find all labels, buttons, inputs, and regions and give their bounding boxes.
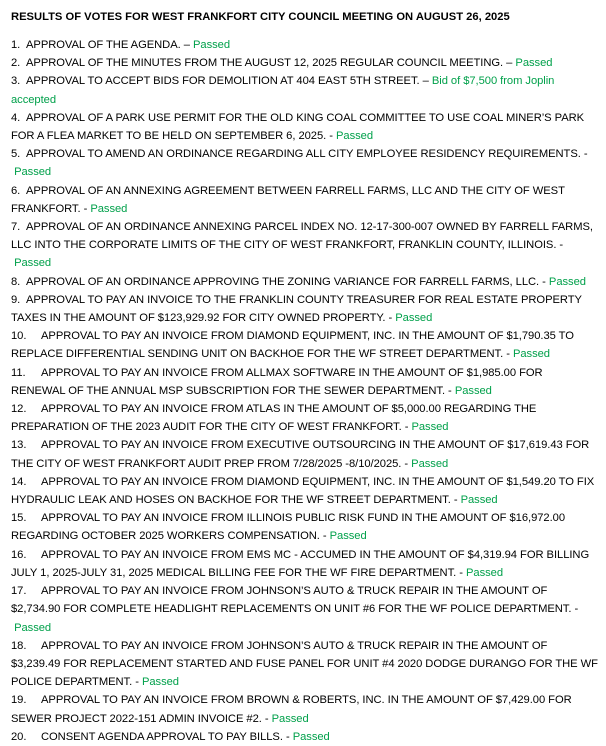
item-text: APPROVAL TO PAY AN INVOICE FROM ILLINOIS PUBLIC RISK FUND IN THE AMOUNT OF $16,972.00 REGARDING OCTOBER 2025 WORKERS COMPENSATION. - [11,512,565,543]
item-result: Passed [515,57,553,70]
list-item [11,327,598,363]
item-text: APPROVAL TO PAY AN INVOICE FROM EMS MC - ACCUMED IN THE AMOUNT OF $4,319.94 FOR BILLING JULY 1, 2025-JULY 31, 2025 MEDICAL BILLING FEE FOR THE WF FIRE DEPARTMENT. - [11,548,590,579]
item-result: Passed [395,312,433,325]
item-result: Passed [548,275,586,288]
item-number: 8. [11,275,21,288]
item-number: 3. [11,75,21,88]
list-item [11,54,598,72]
item-text: APPROVAL TO PAY AN INVOICE FROM DIAMOND EQUIPMENT, INC. IN THE AMOUNT OF $1,549.20 TO FIX HYDRAULIC LEAK AND HOSES ON BACKHOE FOR THE WF STREET DEPARTMENT. - [11,475,595,507]
document-title: RESULTS OF VOTES FOR WEST FRANKFORT CITY COUNCIL MEETING ON AUGUST 26, 2025 [11,11,510,23]
item-number: 15. [11,512,27,525]
item-result: Passed [192,39,230,51]
list-item [11,637,598,692]
item-text: APPROVAL OF THE MINUTES FROM THE AUGUST 12, 2025 REGULAR COUNCIL MEETING. – [26,57,513,70]
item-number: 19. [11,694,27,707]
list-item [11,691,598,727]
item-text: APPROVAL TO AMEND AN ORDINANCE REGARDING ALL CITY EMPLOYEE RESIDENCY REQUIREMENTS. - [26,148,588,161]
list-item [11,546,598,582]
item-result: Bid of $7,500 from Joplin accepted [11,75,555,106]
item-result: Passed [411,421,449,434]
list-item [11,218,598,273]
item-number: 11. [11,366,26,379]
item-text: CONSENT AGENDA APPROVAL TO PAY BILLS. - [41,730,290,743]
list-item [11,72,598,108]
item-result: Passed [454,384,492,397]
item-text: APPROVAL OF THE AGENDA. – [26,39,190,51]
item-number: 10. [11,330,27,343]
item-result: Passed [329,530,367,543]
item-result: Passed [460,494,498,507]
item-number: 20. [11,730,27,743]
item-result: Passed [292,730,330,743]
item-text: APPROVAL OF AN ORDINANCE ANNEXING PARCEL INDEX NO. 12-17-300-007 OWNED BY FARRELL FARMS, LLC INTO THE CORPORATE LIMITS OF THE CITY OF WEST FRANKFORT, FRANKLIN COUNTY, ILLINOIS. - [11,221,593,252]
item-number: 7. [11,221,21,234]
vote-results-list [11,36,598,746]
item-number: 1. [11,39,21,51]
item-text: APPROVAL TO PAY AN INVOICE FROM JOHNSON’S AUTO & TRUCK REPAIR IN THE AMOUNT OF $3,239.49 FOR REPLACEMENT STARTED AND FUSE PANEL FOR UNIT #4 2020 DODGE DURANGO FOR THE WF POLICE DEPARTMENT. - [11,639,598,689]
item-number: 18. [11,639,27,652]
item-result: Passed [336,130,374,143]
item-number: 17. [11,585,27,598]
item-text: APPROVAL OF A PARK USE PERMIT FOR THE OLD KING COAL COMMITTEE TO USE COAL MINER’S PARK FOR A FLEA MARKET TO BE HELD ON SEPTEMBER 6, 2025. - [11,111,585,143]
list-item [11,109,598,145]
item-number: 6. [11,184,21,197]
item-number: 5. [11,148,21,161]
list-item [11,291,598,327]
list-item [11,364,598,400]
item-result: Passed [141,676,179,689]
item-text: APPROVAL TO PAY AN INVOICE FROM EXECUTIVE OUTSOURCING IN THE AMOUNT OF $17,619.43 FOR THE CITY OF WEST FRANKFORT AUDIT PREP FROM 7/28/2025 -8/10/2025. - [11,439,590,470]
list-item [11,728,598,746]
item-result: Passed [90,202,128,215]
item-text: APPROVAL TO PAY AN INVOICE TO THE FRANKLIN COUNTY TREASURER FOR REAL ESTATE PROPERTY TAXES IN THE AMOUNT OF $123,929.92 FOR CITY OWNED PROPERTY. - [11,293,582,325]
item-text: APPROVAL OF AN ANNEXING AGREEMENT BETWEEN FARRELL FARMS, LLC AND THE CITY OF WEST FRANKFORT. - [11,184,565,215]
list-item [11,145,598,181]
item-result: Passed [271,712,309,725]
item-text: APPROVAL TO PAY AN INVOICE FROM DIAMOND EQUIPMENT, INC. IN THE AMOUNT OF $1,790.35 TO REPLACE DIFFERENTIAL SENDING UNIT ON BACKHOE FOR THE WF STREET DEPARTMENT. - [11,330,574,361]
list-item [11,509,598,545]
item-result: Passed [14,166,52,179]
list-item [11,436,598,472]
item-text: APPROVAL TO PAY AN INVOICE FROM JOHNSON’S AUTO & TRUCK REPAIR IN THE AMOUNT OF $2,734.90 FOR COMPLETE HEADLIGHT REPLACEMENTS ON UNIT #6 FOR THE WF POLICE DEPARTMENT. - [11,585,579,616]
list-item [11,36,598,54]
list-item [11,400,598,436]
item-number: 14. [11,475,27,488]
item-number: 13. [11,439,27,452]
item-text: APPROVAL TO PAY AN INVOICE FROM BROWN & ROBERTS, INC. IN THE AMOUNT OF $7,429.00 FOR SEWER PROJECT 2022-151 ADMIN INVOICE #2. - [11,694,572,725]
item-result: Passed [14,257,52,270]
item-result: Passed [411,457,449,470]
item-number: 9. [11,293,21,306]
item-text: APPROVAL TO PAY AN INVOICE FROM ALLMAX SOFTWARE IN THE AMOUNT OF $1,985.00 FOR RENEWAL OF THE ANNUAL MSP SUBSCRIPTION FOR THE SEWER DEPARTMENT. - [11,366,543,397]
item-number: 2. [11,57,21,70]
item-text: APPROVAL TO ACCEPT BIDS FOR DEMOLITION AT 404 EAST 5TH STREET. – [26,75,429,88]
list-item [11,473,598,509]
item-text: APPROVAL OF AN ORDINANCE APPROVING THE ZONING VARIANCE FOR FARRELL FARMS, LLC. - [26,275,546,288]
list-item [11,273,598,291]
item-number: 4. [11,111,21,124]
item-result: Passed [512,348,550,361]
list-item [11,182,598,218]
list-item [11,582,598,637]
item-result: Passed [14,621,52,634]
item-result: Passed [465,566,503,579]
item-number: 12. [11,403,27,416]
item-number: 16. [11,548,27,561]
item-text: APPROVAL TO PAY AN INVOICE FROM ATLAS IN THE AMOUNT OF $5,000.00 REGARDING THE PREPARATION OF THE 2023 AUDIT FOR THE CITY OF WEST FRANKFORT. - [11,403,537,434]
